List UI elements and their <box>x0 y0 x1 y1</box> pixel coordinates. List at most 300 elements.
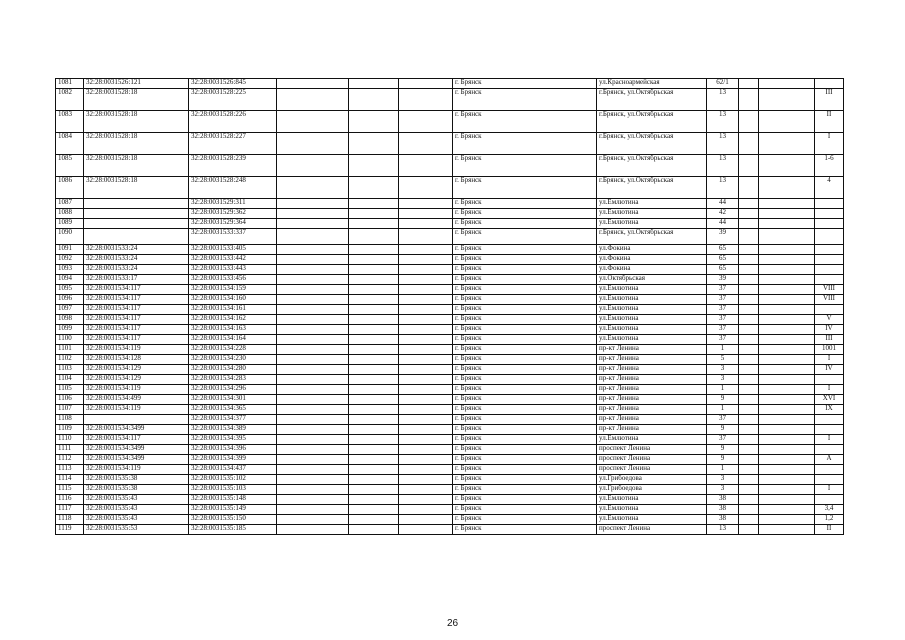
empty-cell <box>399 133 453 155</box>
object-cadastral-cell: 32:28:0031534:296 <box>189 385 277 395</box>
house-number-cell: 3 <box>707 365 739 375</box>
parcel-cadastral-cell: 32:28:0031534:119 <box>84 465 189 475</box>
empty-cell <box>739 245 759 255</box>
city-cell: г. Брянск <box>453 79 597 89</box>
empty-cell <box>399 495 453 505</box>
empty-cell <box>399 485 453 495</box>
apartment-cell: 3,4 <box>815 505 844 515</box>
street-cell: ул.Емлютина <box>597 515 707 525</box>
row-number-cell: 1106 <box>56 395 84 405</box>
object-cadastral-cell: 32:28:0031535:103 <box>189 485 277 495</box>
table-row <box>56 111 844 133</box>
empty-cell <box>399 505 453 515</box>
object-cadastral-cell: 32:28:0031534:396 <box>189 445 277 455</box>
empty-cell <box>349 355 399 365</box>
street-cell: ул.Емлютина <box>597 315 707 325</box>
object-cadastral-cell: 32:28:0031529:362 <box>189 209 277 219</box>
empty-cell <box>739 455 759 465</box>
empty-cell <box>739 111 759 133</box>
table-row <box>56 355 844 365</box>
empty-cell <box>739 435 759 445</box>
empty-cell <box>349 505 399 515</box>
empty-cell <box>739 395 759 405</box>
empty-cell <box>277 335 349 345</box>
empty-cell <box>739 415 759 425</box>
empty-cell <box>759 305 815 315</box>
row-number-cell: 1112 <box>56 455 84 465</box>
row-number-cell: 1091 <box>56 245 84 255</box>
house-number-cell: 38 <box>707 505 739 515</box>
empty-cell <box>277 209 349 219</box>
house-number-cell: 38 <box>707 495 739 505</box>
empty-cell <box>399 89 453 111</box>
row-number-cell: 1090 <box>56 229 84 245</box>
house-number-cell: 3 <box>707 375 739 385</box>
city-cell: г. Брянск <box>453 495 597 505</box>
empty-cell <box>399 525 453 535</box>
empty-cell <box>277 315 349 325</box>
empty-cell <box>349 395 399 405</box>
parcel-cadastral-cell: 32:28:0031533:24 <box>84 255 189 265</box>
house-number-cell: 39 <box>707 275 739 285</box>
empty-cell <box>349 325 399 335</box>
city-cell: г. Брянск <box>453 485 597 495</box>
apartment-cell <box>815 199 844 209</box>
empty-cell <box>739 155 759 177</box>
house-number-cell: 37 <box>707 435 739 445</box>
empty-cell <box>739 89 759 111</box>
apartment-cell <box>815 415 844 425</box>
parcel-cadastral-cell: 32:28:0031534:117 <box>84 315 189 325</box>
table-row <box>56 177 844 199</box>
row-number-cell: 1093 <box>56 265 84 275</box>
empty-cell <box>349 495 399 505</box>
table-row <box>56 455 844 465</box>
table-row <box>56 405 844 415</box>
empty-cell <box>399 275 453 285</box>
empty-cell <box>739 385 759 395</box>
empty-cell <box>399 255 453 265</box>
row-number-cell: 1102 <box>56 355 84 365</box>
empty-cell <box>399 245 453 255</box>
parcel-cadastral-cell <box>84 219 189 229</box>
empty-cell <box>277 525 349 535</box>
empty-cell <box>759 395 815 405</box>
empty-cell <box>739 345 759 355</box>
street-cell: ул.Емлютина <box>597 219 707 229</box>
table-row <box>56 375 844 385</box>
row-number-cell: 1107 <box>56 405 84 415</box>
house-number-cell: 1 <box>707 345 739 355</box>
city-cell: г. Брянск <box>453 365 597 375</box>
parcel-cadastral-cell: 32:28:0031534:119 <box>84 385 189 395</box>
parcel-cadastral-cell: 32:28:0031534:3499 <box>84 425 189 435</box>
apartment-cell <box>815 425 844 435</box>
row-number-cell: 1105 <box>56 385 84 395</box>
table-row <box>56 199 844 209</box>
empty-cell <box>349 405 399 415</box>
empty-cell <box>759 155 815 177</box>
object-cadastral-cell: 32:28:0031528:239 <box>189 155 277 177</box>
house-number-cell: 65 <box>707 265 739 275</box>
row-number-cell: 1104 <box>56 375 84 385</box>
empty-cell <box>277 133 349 155</box>
row-number-cell: 1081 <box>56 79 84 89</box>
empty-cell <box>739 177 759 199</box>
house-number-cell: 13 <box>707 177 739 199</box>
city-cell: г. Брянск <box>453 315 597 325</box>
city-cell: г. Брянск <box>453 275 597 285</box>
empty-cell <box>349 455 399 465</box>
city-cell: г. Брянск <box>453 335 597 345</box>
object-cadastral-cell: 32:28:0031534:389 <box>189 425 277 435</box>
empty-cell <box>759 177 815 199</box>
empty-cell <box>759 405 815 415</box>
parcel-cadastral-cell: 32:28:0031533:24 <box>84 265 189 275</box>
object-cadastral-cell: 32:28:0031533:337 <box>189 229 277 245</box>
street-cell: пр-кт Ленина <box>597 385 707 395</box>
empty-cell <box>277 155 349 177</box>
house-number-cell: 62/1 <box>707 79 739 89</box>
empty-cell <box>277 345 349 355</box>
empty-cell <box>739 229 759 245</box>
empty-cell <box>349 255 399 265</box>
empty-cell <box>277 199 349 209</box>
empty-cell <box>277 395 349 405</box>
parcel-cadastral-cell: 32:28:0031535:38 <box>84 475 189 485</box>
house-number-cell: 37 <box>707 335 739 345</box>
parcel-cadastral-cell: 32:28:0031534:119 <box>84 345 189 355</box>
empty-cell <box>277 375 349 385</box>
apartment-cell <box>815 305 844 315</box>
empty-cell <box>349 305 399 315</box>
house-number-cell: 13 <box>707 525 739 535</box>
street-cell: г.Брянск, ул.Октябрьская <box>597 133 707 155</box>
empty-cell <box>399 455 453 465</box>
empty-cell <box>759 525 815 535</box>
object-cadastral-cell: 32:28:0031534:377 <box>189 415 277 425</box>
apartment-cell: III <box>815 89 844 111</box>
city-cell: г. Брянск <box>453 505 597 515</box>
row-number-cell: 1089 <box>56 219 84 229</box>
table-row <box>56 445 844 455</box>
house-number-cell: 1 <box>707 385 739 395</box>
city-cell: г. Брянск <box>453 229 597 245</box>
city-cell: г. Брянск <box>453 245 597 255</box>
empty-cell <box>349 295 399 305</box>
street-cell: ул.Емлютина <box>597 435 707 445</box>
row-number-cell: 1111 <box>56 445 84 455</box>
empty-cell <box>399 177 453 199</box>
empty-cell <box>399 425 453 435</box>
apartment-cell <box>815 219 844 229</box>
object-cadastral-cell: 32:28:0031534:160 <box>189 295 277 305</box>
object-cadastral-cell: 32:28:0031528:248 <box>189 177 277 199</box>
apartment-cell: I <box>815 355 844 365</box>
table-row <box>56 229 844 245</box>
street-cell: ул.Грибоедова <box>597 485 707 495</box>
row-number-cell: 1118 <box>56 515 84 525</box>
house-number-cell: 44 <box>707 219 739 229</box>
empty-cell <box>759 89 815 111</box>
parcel-cadastral-cell: 32:28:0031534:117 <box>84 325 189 335</box>
city-cell: г. Брянск <box>453 199 597 209</box>
row-number-cell: 1114 <box>56 475 84 485</box>
city-cell: г. Брянск <box>453 285 597 295</box>
empty-cell <box>349 335 399 345</box>
empty-cell <box>739 305 759 315</box>
empty-cell <box>349 465 399 475</box>
street-cell: пр-кт Ленина <box>597 345 707 355</box>
empty-cell <box>399 465 453 475</box>
city-cell: г. Брянск <box>453 265 597 275</box>
empty-cell <box>739 335 759 345</box>
apartment-cell: XVI <box>815 395 844 405</box>
street-cell: пр-кт Ленина <box>597 425 707 435</box>
apartment-cell <box>815 229 844 245</box>
apartment-cell <box>815 79 844 89</box>
row-number-cell: 1087 <box>56 199 84 209</box>
street-cell: пр-кт Ленина <box>597 365 707 375</box>
empty-cell <box>349 415 399 425</box>
empty-cell <box>399 345 453 355</box>
apartment-cell: VIII <box>815 285 844 295</box>
parcel-cadastral-cell: 32:28:0031528:18 <box>84 89 189 111</box>
empty-cell <box>759 219 815 229</box>
object-cadastral-cell: 32:28:0031535:185 <box>189 525 277 535</box>
city-cell: г. Брянск <box>453 177 597 199</box>
empty-cell <box>277 275 349 285</box>
parcel-cadastral-cell <box>84 415 189 425</box>
table-row <box>56 515 844 525</box>
empty-cell <box>739 315 759 325</box>
empty-cell <box>759 255 815 265</box>
object-cadastral-cell: 32:28:0031534:437 <box>189 465 277 475</box>
city-cell: г. Брянск <box>453 385 597 395</box>
city-cell: г. Брянск <box>453 133 597 155</box>
street-cell: пр-кт Ленина <box>597 415 707 425</box>
empty-cell <box>739 199 759 209</box>
apartment-cell: A <box>815 455 844 465</box>
empty-cell <box>739 219 759 229</box>
empty-cell <box>277 465 349 475</box>
parcel-cadastral-cell: 32:28:0031526:121 <box>84 79 189 89</box>
apartment-cell: V <box>815 315 844 325</box>
empty-cell <box>349 315 399 325</box>
table-row <box>56 285 844 295</box>
empty-cell <box>759 199 815 209</box>
empty-cell <box>349 199 399 209</box>
house-number-cell: 1 <box>707 405 739 415</box>
row-number-cell: 1119 <box>56 525 84 535</box>
empty-cell <box>759 495 815 505</box>
parcel-cadastral-cell: 32:28:0031528:18 <box>84 111 189 133</box>
city-cell: г. Брянск <box>453 305 597 315</box>
row-number-cell: 1088 <box>56 209 84 219</box>
empty-cell <box>399 155 453 177</box>
city-cell: г. Брянск <box>453 345 597 355</box>
row-number-cell: 1094 <box>56 275 84 285</box>
street-cell: проспект Ленина <box>597 455 707 465</box>
empty-cell <box>759 345 815 355</box>
parcel-cadastral-cell: 32:28:0031535:43 <box>84 515 189 525</box>
table-row <box>56 275 844 285</box>
empty-cell <box>759 209 815 219</box>
empty-cell <box>399 325 453 335</box>
empty-cell <box>399 355 453 365</box>
empty-cell <box>399 365 453 375</box>
house-number-cell: 13 <box>707 155 739 177</box>
object-cadastral-cell: 32:28:0031534:163 <box>189 325 277 335</box>
empty-cell <box>739 445 759 455</box>
street-cell: ул.Фокина <box>597 245 707 255</box>
empty-cell <box>349 229 399 245</box>
empty-cell <box>277 405 349 415</box>
city-cell: г. Брянск <box>453 465 597 475</box>
street-cell: ул.Фокина <box>597 265 707 275</box>
empty-cell <box>759 79 815 89</box>
street-cell: ул.Емлютина <box>597 295 707 305</box>
apartment-cell: IX <box>815 405 844 415</box>
empty-cell <box>759 505 815 515</box>
street-cell: ул.Емлютина <box>597 335 707 345</box>
empty-cell <box>739 265 759 275</box>
object-cadastral-cell: 32:28:0031533:442 <box>189 255 277 265</box>
empty-cell <box>277 445 349 455</box>
empty-cell <box>277 295 349 305</box>
empty-cell <box>277 355 349 365</box>
house-number-cell: 37 <box>707 305 739 315</box>
empty-cell <box>277 111 349 133</box>
parcel-cadastral-cell: 32:28:0031534:117 <box>84 335 189 345</box>
house-number-cell: 65 <box>707 245 739 255</box>
table-row <box>56 89 844 111</box>
street-cell: ул.Емлютина <box>597 199 707 209</box>
row-number-cell: 1116 <box>56 495 84 505</box>
empty-cell <box>759 475 815 485</box>
empty-cell <box>349 365 399 375</box>
city-cell: г. Брянск <box>453 475 597 485</box>
house-number-cell: 65 <box>707 255 739 265</box>
empty-cell <box>349 79 399 89</box>
empty-cell <box>399 405 453 415</box>
city-cell: г. Брянск <box>453 395 597 405</box>
parcel-cadastral-cell: 32:28:0031534:3499 <box>84 445 189 455</box>
object-cadastral-cell: 32:28:0031526:845 <box>189 79 277 89</box>
registry-table <box>55 78 844 535</box>
parcel-cadastral-cell: 32:28:0031533:17 <box>84 275 189 285</box>
parcel-cadastral-cell: 32:28:0031534:119 <box>84 405 189 415</box>
city-cell: г. Брянск <box>453 435 597 445</box>
parcel-cadastral-cell <box>84 209 189 219</box>
empty-cell <box>277 495 349 505</box>
object-cadastral-cell: 32:28:0031528:226 <box>189 111 277 133</box>
empty-cell <box>739 515 759 525</box>
object-cadastral-cell: 32:28:0031529:364 <box>189 219 277 229</box>
table-row <box>56 385 844 395</box>
empty-cell <box>739 425 759 435</box>
empty-cell <box>277 245 349 255</box>
table-row <box>56 335 844 345</box>
object-cadastral-cell: 32:28:0031533:456 <box>189 275 277 285</box>
apartment-cell <box>815 275 844 285</box>
street-cell: ул.Емлютина <box>597 325 707 335</box>
street-cell: ул.Красноармейская <box>597 79 707 89</box>
parcel-cadastral-cell <box>84 229 189 245</box>
street-cell: проспект Ленина <box>597 465 707 475</box>
object-cadastral-cell: 32:28:0031534:283 <box>189 375 277 385</box>
empty-cell <box>277 425 349 435</box>
street-cell: г.Брянск, ул.Октябрьская <box>597 89 707 111</box>
empty-cell <box>759 325 815 335</box>
house-number-cell: 13 <box>707 89 739 111</box>
empty-cell <box>277 79 349 89</box>
table-row <box>56 315 844 325</box>
house-number-cell: 39 <box>707 229 739 245</box>
empty-cell <box>759 455 815 465</box>
empty-cell <box>277 325 349 335</box>
empty-cell <box>349 445 399 455</box>
house-number-cell: 42 <box>707 209 739 219</box>
street-cell: ул.Емлютина <box>597 505 707 515</box>
apartment-cell: I <box>815 385 844 395</box>
empty-cell <box>399 265 453 275</box>
object-cadastral-cell: 32:28:0031534:228 <box>189 345 277 355</box>
table-row <box>56 209 844 219</box>
city-cell: г. Брянск <box>453 111 597 133</box>
object-cadastral-cell: 32:28:0031535:150 <box>189 515 277 525</box>
parcel-cadastral-cell: 32:28:0031534:129 <box>84 365 189 375</box>
empty-cell <box>759 133 815 155</box>
table-row <box>56 395 844 405</box>
row-number-cell: 1100 <box>56 335 84 345</box>
object-cadastral-cell: 32:28:0031535:102 <box>189 475 277 485</box>
empty-cell <box>739 365 759 375</box>
empty-cell <box>399 209 453 219</box>
object-cadastral-cell: 32:28:0031528:225 <box>189 89 277 111</box>
row-number-cell: 1082 <box>56 89 84 111</box>
street-cell: пр-кт Ленина <box>597 405 707 415</box>
empty-cell <box>759 275 815 285</box>
empty-cell <box>349 375 399 385</box>
table-row <box>56 425 844 435</box>
city-cell: г. Брянск <box>453 219 597 229</box>
empty-cell <box>739 475 759 485</box>
parcel-cadastral-cell: 32:28:0031535:53 <box>84 525 189 535</box>
apartment-cell: 4 <box>815 177 844 199</box>
city-cell: г. Брянск <box>453 255 597 265</box>
empty-cell <box>399 435 453 445</box>
parcel-cadastral-cell: 32:28:0031533:24 <box>84 245 189 255</box>
object-cadastral-cell: 32:28:0031535:148 <box>189 495 277 505</box>
table-row <box>56 325 844 335</box>
house-number-cell: 9 <box>707 445 739 455</box>
table-row <box>56 495 844 505</box>
parcel-cadastral-cell: 32:28:0031534:3499 <box>84 455 189 465</box>
row-number-cell: 1099 <box>56 325 84 335</box>
empty-cell <box>277 265 349 275</box>
apartment-cell <box>815 375 844 385</box>
street-cell: г.Брянск, ул.Октябрьская <box>597 111 707 133</box>
table-row <box>56 219 844 229</box>
empty-cell <box>277 219 349 229</box>
empty-cell <box>759 285 815 295</box>
row-number-cell: 1103 <box>56 365 84 375</box>
house-number-cell: 37 <box>707 325 739 335</box>
empty-cell <box>759 385 815 395</box>
city-cell: г. Брянск <box>453 155 597 177</box>
empty-cell <box>759 425 815 435</box>
